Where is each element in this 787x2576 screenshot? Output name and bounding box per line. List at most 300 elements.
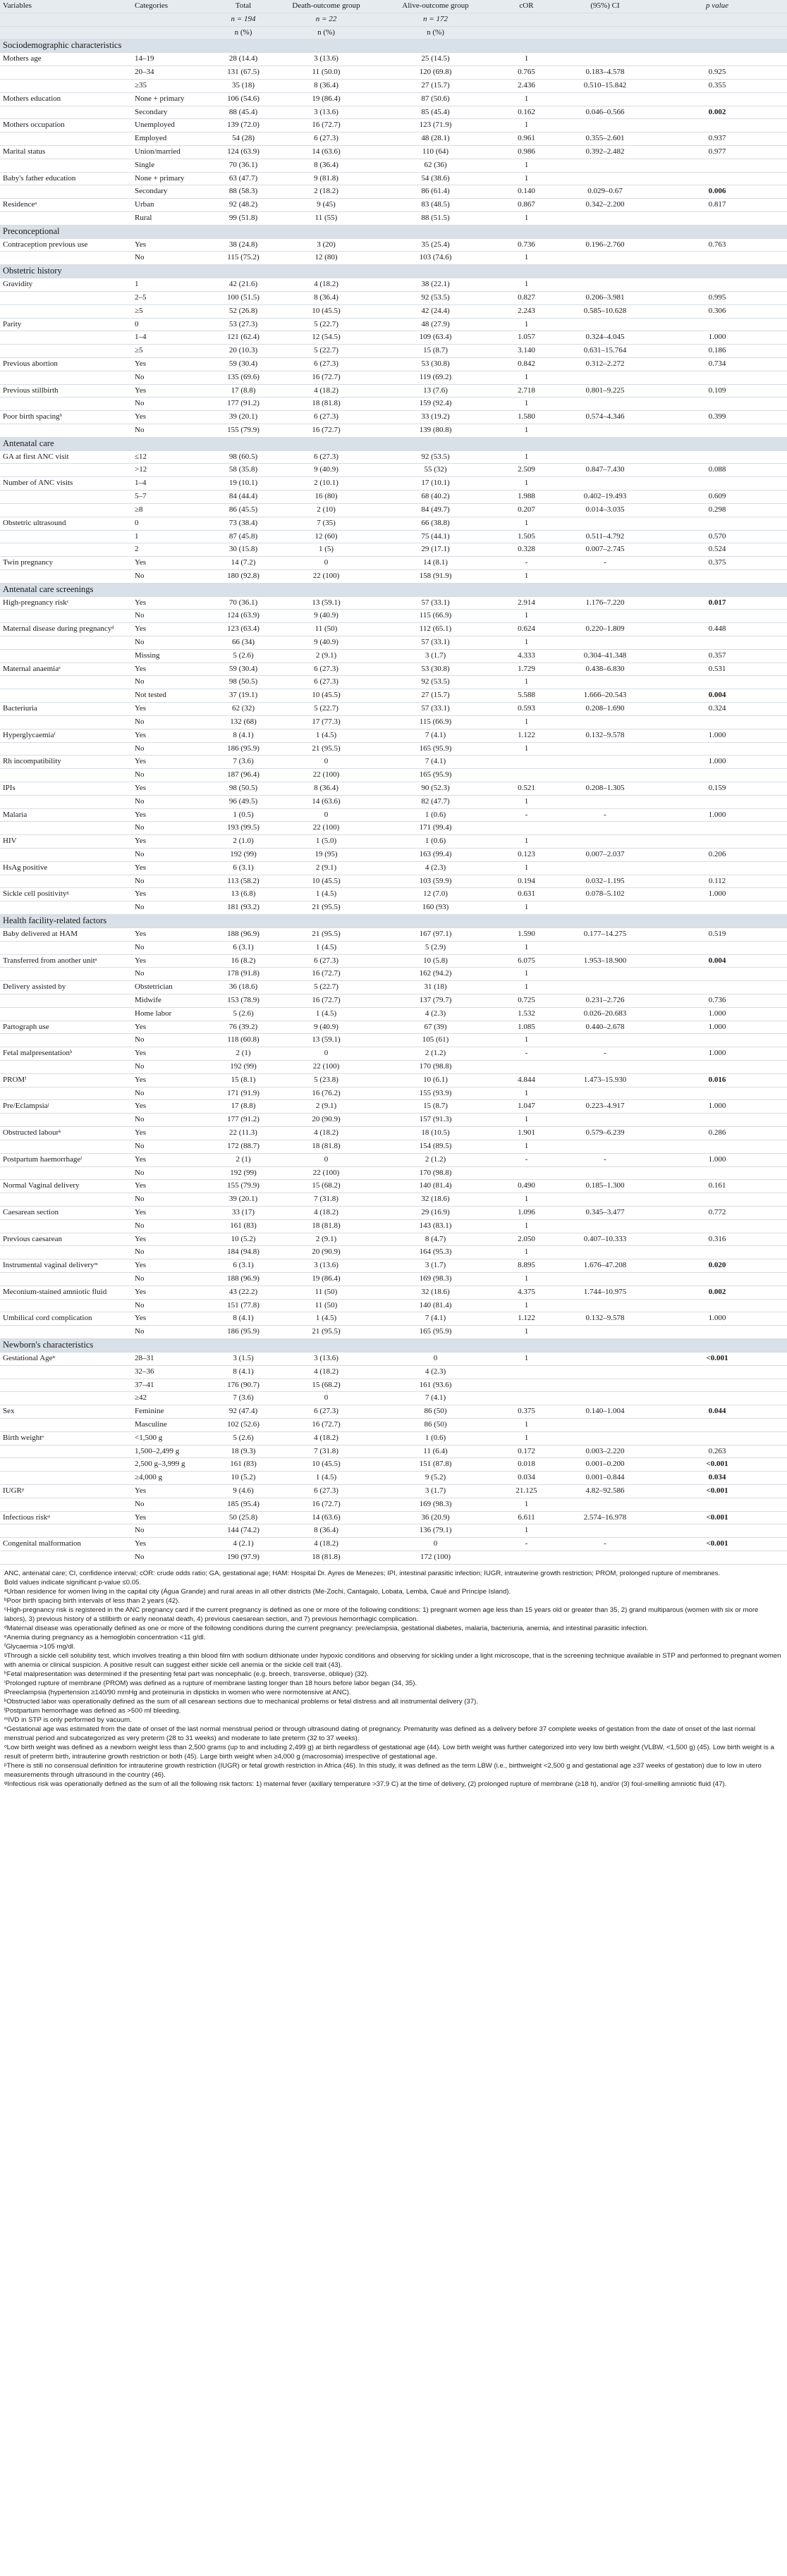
cor-cell: 1.085 <box>490 1021 563 1034</box>
death-group-cell: 4 (18.2) <box>272 278 381 292</box>
alive-group-cell: 3 (1.7) <box>381 649 490 663</box>
alive-group-cell: 86 (50) <box>381 1405 490 1419</box>
ci-cell <box>563 1087 647 1100</box>
section-header-row <box>0 437 787 450</box>
table-row <box>0 291 787 304</box>
total-cell: 121 (62.4) <box>215 331 272 345</box>
cor-cell: 2.050 <box>490 1233 563 1246</box>
death-group-cell: 16 (72.7) <box>272 1498 381 1511</box>
total-cell: 43 (22.2) <box>215 1286 272 1299</box>
variable-cell: Malaria <box>0 808 132 822</box>
variable-cell <box>0 1061 132 1074</box>
table-row <box>0 981 787 994</box>
category-cell: ≥8 <box>132 503 215 517</box>
variable-cell <box>0 1551 132 1565</box>
cor-cell: 1 <box>490 517 563 530</box>
total-cell: 99 (51.8) <box>215 212 272 226</box>
category-cell: Home labor <box>132 1007 215 1021</box>
alive-group-cell: 162 (94.2) <box>381 968 490 981</box>
section-title: Obstetric history <box>0 265 787 278</box>
cor-cell: 1.988 <box>490 491 563 504</box>
category-cell: Secondary <box>132 106 215 119</box>
table-row <box>0 199 787 212</box>
p-value-cell <box>647 1166 787 1180</box>
cor-cell: 0.328 <box>490 543 563 557</box>
footnote: ᶠGlycaemia >105 mg/dl. <box>4 1642 75 1651</box>
category-cell: No <box>132 1087 215 1100</box>
alive-group-cell: 2 (1.2) <box>381 1153 490 1166</box>
ci-cell <box>563 1379 647 1392</box>
death-group-cell: 1 (4.5) <box>272 729 381 742</box>
death-group-cell: 1 (4.5) <box>272 1312 381 1326</box>
alive-group-cell: 140 (81.4) <box>381 1299 490 1312</box>
p-value-cell <box>647 769 787 782</box>
p-value-cell <box>647 968 787 981</box>
total-cell: 98 (50.5) <box>215 676 272 689</box>
ci-cell <box>563 861 647 875</box>
category-cell: 2 <box>132 543 215 557</box>
alive-group-cell: 42 (24.4) <box>381 304 490 318</box>
p-value-cell: 0.734 <box>647 357 787 371</box>
category-cell: Union/married <box>132 145 215 159</box>
table-row <box>0 464 787 477</box>
death-group-cell: 11 (50) <box>272 1299 381 1312</box>
table-row <box>0 1524 787 1538</box>
ci-cell <box>563 1219 647 1233</box>
table-row <box>0 278 787 292</box>
cor-cell: 1 <box>490 172 563 185</box>
variable-cell: Previous abortion <box>0 357 132 371</box>
ci-cell <box>563 1365 647 1379</box>
ci-cell <box>563 278 647 292</box>
variable-cell <box>0 569 132 583</box>
ci-cell: 0.231–2.726 <box>563 994 647 1007</box>
p-value-cell: 0.020 <box>647 1259 787 1273</box>
cor-cell: 0.725 <box>490 994 563 1007</box>
p-value-cell: 1.000 <box>647 331 787 345</box>
footnote: ᵠInfectious risk was operationally defined as the sum of all the following risk factors: 1) maternal fever (axillary temperature >37.9 C) at the time of delivery, (2) prolonged rupture of membrane (≥18 h), and/or (3) foul-smelling amniotic fluid (47). <box>4 1780 727 1788</box>
alive-group-cell: 92 (53.5) <box>381 291 490 304</box>
alive-group-cell: 103 (59.9) <box>381 875 490 888</box>
variable-cell <box>0 1140 132 1153</box>
variable-cell: Baby's father education <box>0 172 132 185</box>
category-cell: Yes <box>132 1233 215 1246</box>
table-row <box>0 623 787 636</box>
footnote: ʰFetal malpresentation was determined if the presenting fetal part was noncephalic (e.g. breech, transverse, oblique) (32). <box>4 1670 369 1678</box>
alive-group-cell: 2 (1.2) <box>381 1047 490 1061</box>
p-value-cell: 0.772 <box>647 1206 787 1219</box>
category-cell: No <box>132 742 215 756</box>
variable-cell: Parity <box>0 318 132 331</box>
alive-group-cell: 164 (95.3) <box>381 1246 490 1259</box>
p-value-cell: <0.001 <box>647 1538 787 1551</box>
alive-group-cell: 35 (25.4) <box>381 238 490 252</box>
category-cell: Yes <box>132 928 215 941</box>
variable-cell: Postpartum haemorrhageˡ <box>0 1153 132 1166</box>
cor-cell: 0.162 <box>490 106 563 119</box>
total-cell: 178 (91.8) <box>215 968 272 981</box>
category-cell: No <box>132 1166 215 1180</box>
total-cell: 5 (2.6) <box>215 1431 272 1445</box>
alive-group-cell: 160 (93) <box>381 901 490 915</box>
cor-cell: 1 <box>490 981 563 994</box>
category-cell: 0 <box>132 517 215 530</box>
table-row <box>0 756 787 769</box>
cor-cell: 0.172 <box>490 1445 563 1458</box>
p-value-cell: 1.000 <box>647 808 787 822</box>
table-row <box>0 610 787 623</box>
category-cell: Yes <box>132 888 215 901</box>
header-cell: n = 22 <box>272 13 381 26</box>
cor-cell: 1 <box>490 901 563 915</box>
ci-cell: 0.631–15.764 <box>563 345 647 358</box>
category-cell: No <box>132 1246 215 1259</box>
category-cell: Yes <box>132 1047 215 1061</box>
cor-cell: 0.375 <box>490 1405 563 1419</box>
table-row <box>0 411 787 424</box>
cor-cell: 1.580 <box>490 411 563 424</box>
alive-group-cell: 18 (10.5) <box>381 1127 490 1140</box>
death-group-cell: 0 <box>272 1047 381 1061</box>
p-value-cell <box>647 1431 787 1445</box>
alive-group-cell: 55 (32) <box>381 464 490 477</box>
cor-cell: 1 <box>490 53 563 66</box>
variable-cell <box>0 133 132 146</box>
alive-group-cell: 1 (0.6) <box>381 1431 490 1445</box>
variable-cell <box>0 1379 132 1392</box>
table-row <box>0 1392 787 1405</box>
cor-cell: 1 <box>490 1418 563 1431</box>
total-cell: 100 (51.5) <box>215 291 272 304</box>
variable-cell: Number of ANC visits <box>0 477 132 491</box>
alive-group-cell: 8 (4.7) <box>381 1233 490 1246</box>
total-cell: 177 (91.2) <box>215 398 272 411</box>
variable-cell <box>0 66 132 80</box>
alive-group-cell: 119 (69.2) <box>381 371 490 384</box>
alive-group-cell: 7 (4.1) <box>381 756 490 769</box>
variable-cell <box>0 610 132 623</box>
alive-group-cell: 167 (97.1) <box>381 928 490 941</box>
header-cell <box>490 13 563 26</box>
p-value-cell: 0.306 <box>647 304 787 318</box>
alive-group-cell: 170 (98.8) <box>381 1061 490 1074</box>
table-row <box>0 1219 787 1233</box>
cor-cell: - <box>490 808 563 822</box>
variable-cell: Obstetric ultrasound <box>0 517 132 530</box>
death-group-cell: 10 (45.5) <box>272 689 381 703</box>
p-value-cell <box>647 1524 787 1538</box>
ci-cell: 0.220–1.809 <box>563 623 647 636</box>
alive-group-cell: 0 <box>381 1352 490 1365</box>
alive-group-cell: 0 <box>381 1538 490 1551</box>
alive-group-cell: 53 (30.8) <box>381 357 490 371</box>
cor-cell: 1 <box>490 1352 563 1365</box>
total-cell: 10 (5.2) <box>215 1233 272 1246</box>
table-row <box>0 569 787 583</box>
total-cell: 124 (63.9) <box>215 610 272 623</box>
ci-cell <box>563 1431 647 1445</box>
total-cell: 113 (58.2) <box>215 875 272 888</box>
header-cell: n (%) <box>272 26 381 39</box>
p-value-cell: 1.000 <box>647 1153 787 1166</box>
footnote: ˡPostpartum hemorrhage was defined as >500 ml bleeding. <box>4 1706 181 1715</box>
alive-group-cell: 169 (98.3) <box>381 1498 490 1511</box>
ci-cell: 1.473–15.930 <box>563 1073 647 1087</box>
ci-cell <box>563 1193 647 1207</box>
p-value-cell: 0.570 <box>647 530 787 543</box>
death-group-cell: 6 (27.3) <box>272 663 381 676</box>
category-cell: No <box>132 1524 215 1538</box>
ci-cell: 0.032–1.195 <box>563 875 647 888</box>
table-row <box>0 954 787 968</box>
header-cell <box>132 26 215 39</box>
alive-group-cell: 31 (18) <box>381 981 490 994</box>
footnote: ʲPreeclampsia (hypertension ≥140/90 mmHg and proteinuria in dipsticks in women who were normotensive at ANC). <box>4 1688 351 1696</box>
death-group-cell: 15 (68.2) <box>272 1379 381 1392</box>
alive-group-cell: 14 (8.1) <box>381 557 490 570</box>
table-row <box>0 861 787 875</box>
category-cell: 1 <box>132 278 215 292</box>
variable-cell <box>0 1087 132 1100</box>
ci-cell: 0.208–1.690 <box>563 703 647 716</box>
cor-cell: 1.057 <box>490 331 563 345</box>
alive-group-cell: 86 (61.4) <box>381 185 490 199</box>
total-cell: 36 (18.6) <box>215 981 272 994</box>
p-value-cell: 0.004 <box>647 954 787 968</box>
p-value-cell <box>647 1379 787 1392</box>
category-cell: Single <box>132 159 215 172</box>
variable-cell: Previous caesarean <box>0 1233 132 1246</box>
p-value-cell: 0.017 <box>647 596 787 610</box>
header-cell: (95%) CI <box>563 0 647 13</box>
total-cell: 5 (2.6) <box>215 1007 272 1021</box>
category-cell: No <box>132 968 215 981</box>
section-title: Preconceptional <box>0 225 787 238</box>
total-cell: 76 (39.2) <box>215 1021 272 1034</box>
footnote: ᵇPoor birth spacing birth intervals of less than 2 years (42). <box>4 1596 180 1605</box>
ci-cell <box>563 1114 647 1127</box>
variable-cell <box>0 252 132 265</box>
table-row <box>0 1021 787 1034</box>
death-group-cell: 12 (54.5) <box>272 331 381 345</box>
p-value-cell: 0.002 <box>647 1286 787 1299</box>
table-row <box>0 1153 787 1166</box>
variable-cell <box>0 1365 132 1379</box>
variable-cell: Bacteriuria <box>0 703 132 716</box>
table-row <box>0 1259 787 1273</box>
variable-cell <box>0 968 132 981</box>
table-row <box>0 1299 787 1312</box>
footnote: ᵃUrban residence for women living in the capital city (Água Grande) and rural areas in all other districts (Mé-Zochi, Cantagalo, Lobata, Lembá, Caué and Príncipe Island). <box>4 1587 511 1596</box>
total-cell: 15 (8.1) <box>215 1073 272 1087</box>
total-cell: 186 (95.9) <box>215 1326 272 1339</box>
variable-cell <box>0 1007 132 1021</box>
category-cell: Yes <box>132 1127 215 1140</box>
death-group-cell: 4 (18.2) <box>272 1365 381 1379</box>
table-row <box>0 172 787 185</box>
ci-cell: 0.312–2.272 <box>563 357 647 371</box>
death-group-cell: 2 (10) <box>272 503 381 517</box>
total-cell: 186 (95.9) <box>215 742 272 756</box>
table-row <box>0 782 787 795</box>
cor-cell: 5.588 <box>490 689 563 703</box>
death-group-cell: 9 (40.9) <box>272 636 381 650</box>
ci-cell: 0.001–0.844 <box>563 1472 647 1485</box>
total-cell: 181 (93.2) <box>215 901 272 915</box>
cor-cell: 1 <box>490 1219 563 1233</box>
total-cell: 58 (35.8) <box>215 464 272 477</box>
total-cell: 92 (48.2) <box>215 199 272 212</box>
alive-group-cell: 84 (49.7) <box>381 503 490 517</box>
cor-cell: 0.194 <box>490 875 563 888</box>
p-value-cell: 0.324 <box>647 703 787 716</box>
ci-cell: 0.140–1.004 <box>563 1405 647 1419</box>
p-value-cell: 0.524 <box>647 543 787 557</box>
ci-cell <box>563 1524 647 1538</box>
footnote: ᵒLow birth weight was defined as a newborn weight less than 2,500 grams (up to and including 2,499 g) at birth regardless of gestational age (44). Low birth weight was further categorized into very low birth weight (VLBW, <1,500 g) (45). Low birth weight is a result of preterm birth, intrauterine growth restriction or both (45). Large birth weight when ≥4,000 g (macrosomia) irrespective of gestational age. <box>4 1743 774 1761</box>
total-cell: 13 (6.8) <box>215 888 272 901</box>
p-value-cell <box>647 159 787 172</box>
alive-group-cell: 1 (0.6) <box>381 835 490 849</box>
category-cell: 1,500–2,499 g <box>132 1445 215 1458</box>
total-cell: 2 (1) <box>215 1153 272 1166</box>
death-group-cell: 20 (90.9) <box>272 1246 381 1259</box>
alive-group-cell: 54 (38.6) <box>381 172 490 185</box>
variable-cell: Gravidity <box>0 278 132 292</box>
p-value-cell: <0.001 <box>647 1511 787 1524</box>
cor-cell <box>490 1061 563 1074</box>
variable-cell: High-pregnancy riskᶜ <box>0 596 132 610</box>
alive-group-cell: 163 (99.4) <box>381 849 490 862</box>
p-value-cell: 0.088 <box>647 464 787 477</box>
variable-cell: Twin pregnancy <box>0 557 132 570</box>
total-cell: 2 (1.0) <box>215 835 272 849</box>
death-group-cell: 10 (45.5) <box>272 304 381 318</box>
alive-group-cell: 11 (6.4) <box>381 1445 490 1458</box>
variable-cell: Mothers age <box>0 53 132 66</box>
table-row <box>0 1445 787 1458</box>
death-group-cell: 4 (18.2) <box>272 1206 381 1219</box>
cor-cell: 1 <box>490 119 563 133</box>
death-group-cell: 18 (81.8) <box>272 398 381 411</box>
variable-cell <box>0 636 132 650</box>
alive-group-cell: 67 (39) <box>381 1021 490 1034</box>
p-value-cell: 1.000 <box>647 1047 787 1061</box>
variable-cell <box>0 1326 132 1339</box>
variable-cell: Mothers education <box>0 92 132 106</box>
alive-group-cell: 172 (100) <box>381 1551 490 1565</box>
variable-cell: Birth weightᵒ <box>0 1431 132 1445</box>
cor-cell: 0.827 <box>490 291 563 304</box>
p-value-cell <box>647 278 787 292</box>
header-cell <box>647 13 787 26</box>
death-group-cell: 18 (81.8) <box>272 1551 381 1565</box>
ci-cell <box>563 1418 647 1431</box>
section-header-row <box>0 915 787 928</box>
header-row <box>0 0 787 13</box>
cor-cell: 1 <box>490 371 563 384</box>
p-value-cell: 0.006 <box>647 185 787 199</box>
cor-cell: 21.125 <box>490 1485 563 1498</box>
table-row <box>0 715 787 729</box>
table-row <box>0 503 787 517</box>
ci-cell: 0.007–2.745 <box>563 543 647 557</box>
p-value-cell <box>647 1551 787 1565</box>
ci-cell <box>563 1034 647 1047</box>
alive-group-cell: 68 (40.2) <box>381 491 490 504</box>
total-cell: 153 (78.9) <box>215 994 272 1007</box>
section-title: Antenatal care screenings <box>0 583 787 596</box>
total-cell: 192 (99) <box>215 849 272 862</box>
category-cell: 14–19 <box>132 53 215 66</box>
ci-cell <box>563 1061 647 1074</box>
p-value-cell: 0.109 <box>647 384 787 398</box>
p-value-cell: 1.000 <box>647 1021 787 1034</box>
total-cell: 87 (45.8) <box>215 530 272 543</box>
cor-cell: 1 <box>490 477 563 491</box>
category-cell: None + primary <box>132 92 215 106</box>
category-cell: Yes <box>132 1153 215 1166</box>
cor-cell: 0.593 <box>490 703 563 716</box>
ci-cell <box>563 1326 647 1339</box>
p-value-cell <box>647 822 787 835</box>
table-row <box>0 450 787 464</box>
header-cell <box>563 26 647 39</box>
death-group-cell: 5 (23.8) <box>272 1073 381 1087</box>
variable-cell: GA at first ANC visit <box>0 450 132 464</box>
ci-cell: 0.001–0.200 <box>563 1458 647 1472</box>
category-cell: Employed <box>132 133 215 146</box>
cor-cell: 1 <box>490 941 563 954</box>
header-cell: n (%) <box>381 26 490 39</box>
alive-group-cell: 4 (2.3) <box>381 1365 490 1379</box>
p-value-cell <box>647 1193 787 1207</box>
cor-cell: 1 <box>490 676 563 689</box>
cor-cell <box>490 1365 563 1379</box>
p-value-cell: 0.016 <box>647 1073 787 1087</box>
table-row <box>0 1140 787 1153</box>
death-group-cell: 7 (31.8) <box>272 1193 381 1207</box>
cor-cell <box>490 756 563 769</box>
table-row <box>0 1007 787 1021</box>
p-value-cell: 0.736 <box>647 994 787 1007</box>
total-cell: 92 (47.4) <box>215 1405 272 1419</box>
variable-cell: Partograph use <box>0 1021 132 1034</box>
cor-cell: 1.122 <box>490 729 563 742</box>
ci-cell <box>563 1299 647 1312</box>
cor-cell: 1.505 <box>490 530 563 543</box>
category-cell: Yes <box>132 384 215 398</box>
alive-group-cell: 123 (71.9) <box>381 119 490 133</box>
total-cell: 188 (96.9) <box>215 1273 272 1286</box>
table-row <box>0 66 787 80</box>
alive-group-cell: 140 (81.4) <box>381 1180 490 1193</box>
variable-cell: Instrumental vaginal deliveryᵐ <box>0 1259 132 1273</box>
variable-cell <box>0 331 132 345</box>
header-row <box>0 26 787 39</box>
total-cell: 171 (91.9) <box>215 1087 272 1100</box>
ci-cell <box>563 1392 647 1405</box>
variable-cell <box>0 304 132 318</box>
category-cell: Missing <box>132 649 215 663</box>
category-cell: 32–36 <box>132 1365 215 1379</box>
table-row <box>0 1127 787 1140</box>
category-cell: Yes <box>132 729 215 742</box>
total-cell: 177 (91.2) <box>215 1114 272 1127</box>
p-value-cell: 0.995 <box>647 291 787 304</box>
ci-cell: - <box>563 1153 647 1166</box>
table-row <box>0 357 787 371</box>
